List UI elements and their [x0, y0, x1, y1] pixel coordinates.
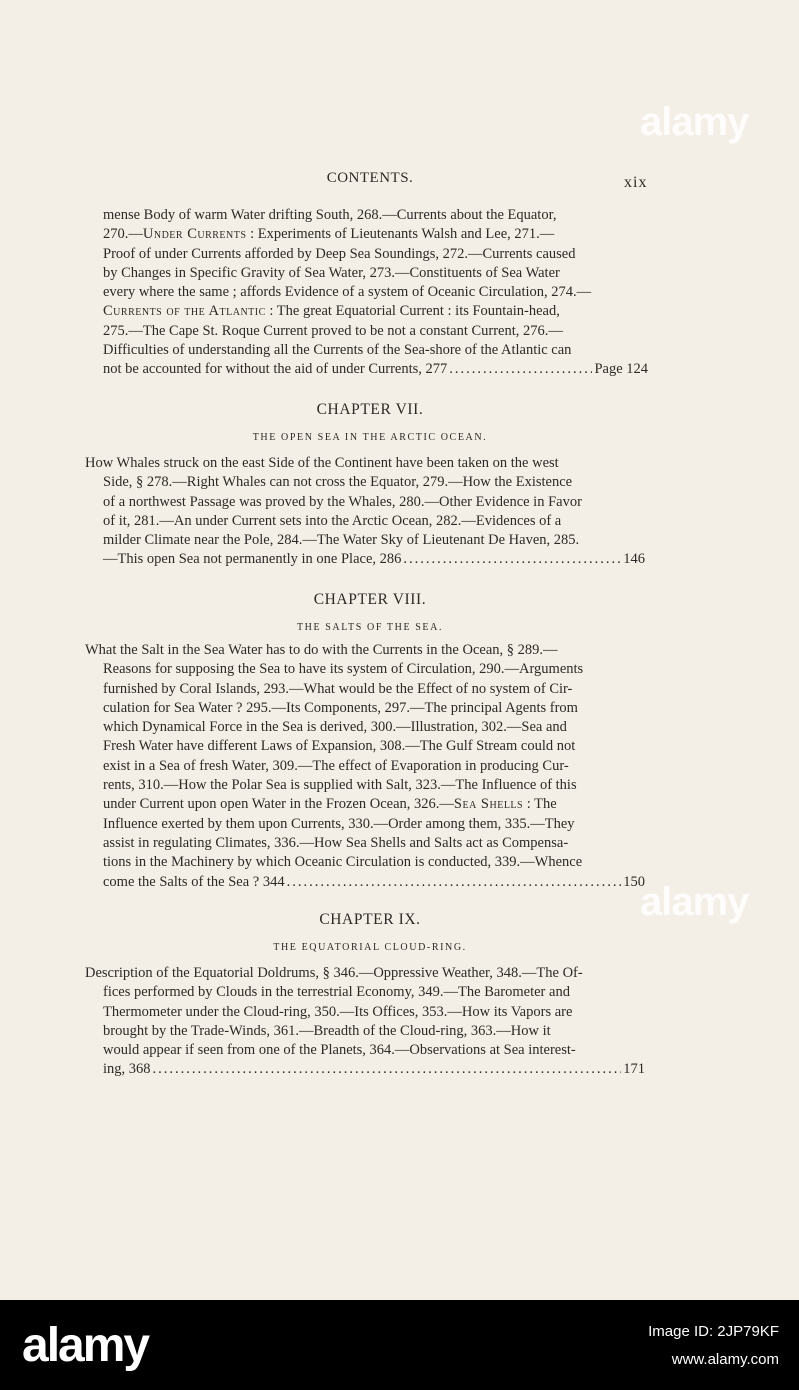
- text-line: What the Salt in the Sea Water has to do with the Currents in the Ocean, § 289.—: [85, 642, 558, 658]
- text-line: of a northwest Passage was proved by the Whales, 280.—Other Evidence in Favor: [103, 493, 582, 510]
- toc-entry-last-line: ing, 368 ..... 171: [85, 1060, 645, 1079]
- chapter-subtitle-ix: THE EQUATORIAL CLOUD-RING.: [273, 942, 467, 953]
- page-number: xix: [624, 174, 648, 191]
- toc-entry-last-line: —This open Sea not permanently in one Place, 286 ..... 146: [85, 550, 645, 569]
- small-caps-heading: Sea Shells: [453, 796, 524, 813]
- text-line: would appear if seen from one of the Planets, 364.—Observations at Sea interest-: [103, 1042, 576, 1059]
- chapter-heading-viii: CHAPTER VIII.: [313, 591, 427, 608]
- chapter-summary-vii: [85, 454, 645, 570]
- text-line: rents, 310.—How the Polar Sea is supplied with Salt, 323.—The Influence of this: [103, 777, 577, 794]
- text-line: exist in a Sea of fresh Water, 309.—The effect of Evaporation in producing Cur-: [103, 757, 569, 774]
- text-line: by Changes in Specific Gravity of Sea Water, 273.—Constituents of Sea Water: [103, 264, 560, 281]
- page-title: CONTENTS.: [326, 170, 414, 186]
- text-line: Reasons for supposing the Sea to have its system of Circulation, 290.—Arguments: [103, 661, 584, 678]
- text-line: Difficulties of understanding all the Currents of the Sea-shore of the Atlantic can: [103, 342, 572, 359]
- image-info: [648, 1318, 779, 1374]
- toc-entry-last-line: not be accounted for without the aid of under Currents, 277 ..... Page 124: [103, 360, 648, 379]
- text-line: Thermometer under the Cloud-ring, 350.—Its Offices, 353.—How its Vapors are: [103, 1003, 573, 1020]
- chapter-heading-vii: CHAPTER VII.: [316, 401, 424, 418]
- text-line: Proof of under Currents afforded by Deep Sea Soundings, 272.—Currents caused: [103, 245, 576, 262]
- text-line: How Whales struck on the east Side of the Continent have been taken on the west: [85, 455, 559, 471]
- text-line: Influence exerted by them upon Currents, 330.—Order among them, 335.—They: [103, 815, 575, 832]
- small-caps-heading: Currents of the Atlantic: [103, 303, 266, 320]
- text-line: Currents of the Atlantic : The great Equatorial Current : its Fountain-head,: [103, 303, 560, 320]
- intro-paragraph: [103, 206, 648, 380]
- page-reference: 146: [623, 551, 645, 568]
- stock-photo-footer: [0, 1300, 799, 1390]
- chapter-heading-ix: CHAPTER IX.: [319, 911, 421, 928]
- dot-leader: [287, 873, 622, 892]
- text-line: every where the same ; affords Evidence of a system of Oceanic Circulation, 274.—: [103, 284, 592, 301]
- text-line: 270.—Under Currents : Experiments of Lieutenants Walsh and Lee, 271.—: [103, 226, 555, 243]
- text-line: Side, § 278.—Right Whales can not cross the Equator, 279.—How the Existence: [103, 474, 573, 491]
- text-line: Fresh Water have different Laws of Expansion, 308.—The Gulf Stream could not: [103, 738, 576, 755]
- page-reference: 171: [623, 1061, 645, 1078]
- text-line: assist in regulating Climates, 336.—How Sea Shells and Salts act as Compensa-: [103, 834, 569, 851]
- dot-leader: [403, 550, 621, 569]
- chapter-subtitle-vii: THE OPEN SEA IN THE ARCTIC OCEAN.: [252, 432, 488, 443]
- small-caps-heading: Under Currents: [142, 226, 247, 243]
- text-line: furnished by Coral Islands, 293.—What would be the Effect of no system of Cir-: [103, 680, 573, 697]
- chapter-summary-ix: [85, 964, 645, 1080]
- text-line: tions in the Machinery by which Oceanic Circulation is conducted, 339.—Whence: [103, 854, 583, 871]
- text-line: milder Climate near the Pole, 284.—The Water Sky of Lieutenant De Haven, 285.: [103, 532, 580, 549]
- image-id: Image ID: 2JP79KF: [648, 1323, 779, 1340]
- page-reference: Page 124: [594, 361, 648, 378]
- alamy-logo: alamy: [22, 1319, 149, 1372]
- chapter-summary-viii: [85, 641, 645, 892]
- site-url: www.alamy.com: [671, 1351, 779, 1368]
- text-line: fices performed by Clouds in the terrestrial Economy, 349.—The Barometer and: [103, 984, 570, 1001]
- dot-leader: [449, 360, 592, 379]
- text-line: 275.—The Cape St. Roque Current proved to be not a constant Current, 276.—: [103, 322, 563, 339]
- page-reference: 150: [623, 873, 645, 890]
- text-line: mense Body of warm Water drifting South, 268.—Currents about the Equator,: [103, 207, 557, 223]
- dot-leader: [153, 1060, 622, 1079]
- text-line: of it, 281.—An under Current sets into the Arctic Ocean, 282.—Evidences of a: [103, 512, 562, 529]
- toc-entry-last-line: come the Salts of the Sea ? 344 ..... 150: [85, 873, 645, 892]
- chapter-subtitle-viii: THE SALTS OF THE SEA.: [296, 622, 444, 633]
- text-line: which Dynamical Force in the Sea is derived, 300.—Illustration, 302.—Sea and: [103, 719, 567, 736]
- text-line: brought by the Trade-Winds, 361.—Breadth of the Cloud-ring, 363.—How it: [103, 1022, 551, 1039]
- text-line: Description of the Equatorial Doldrums, § 346.—Oppressive Weather, 348.—The Of-: [85, 965, 583, 981]
- watermark-logo: alamy: [640, 880, 749, 924]
- running-head: [0, 170, 799, 192]
- watermark-logo: alamy: [640, 100, 749, 144]
- text-line: under Current upon open Water in the Frozen Ocean, 326.—Sea Shells : The: [103, 796, 557, 813]
- text-line: culation for Sea Water ? 295.—Its Components, 297.—The principal Agents from: [103, 699, 578, 716]
